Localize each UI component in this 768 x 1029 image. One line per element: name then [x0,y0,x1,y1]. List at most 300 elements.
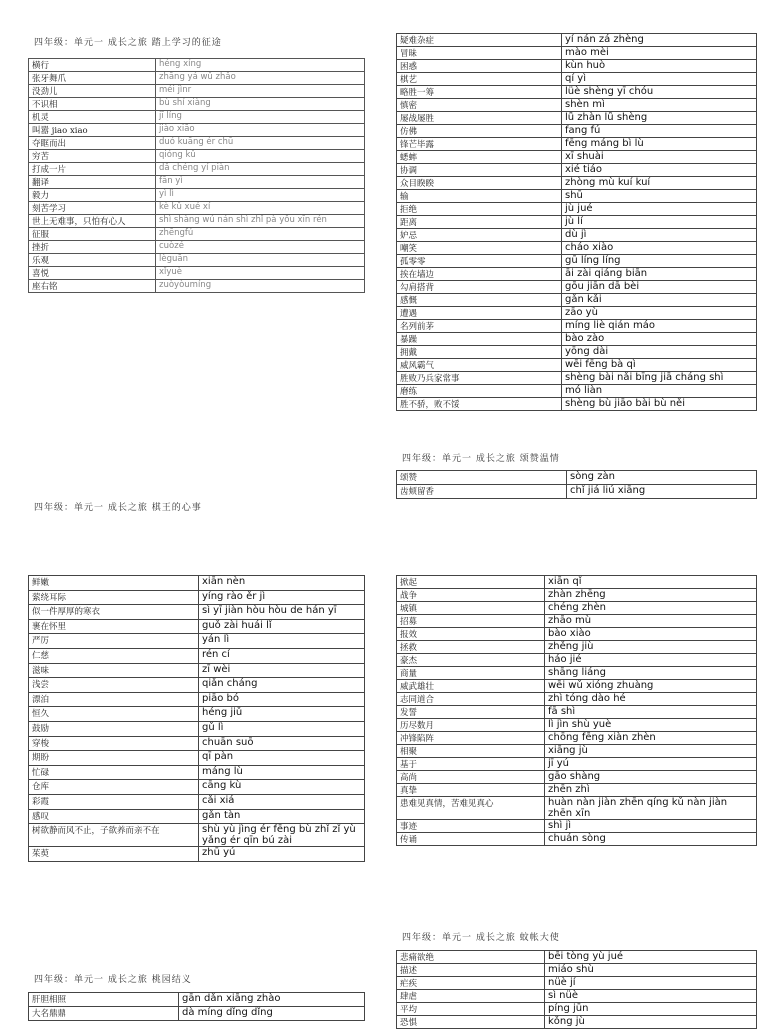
table-row [397,294,757,307]
vocab-pinyin: xī shuài [562,151,757,164]
vocab-word: 冲锋陷阵 [397,732,545,745]
table-row [397,60,757,73]
vocab-word: 大名鼎鼎 [29,1007,179,1021]
vocab-pinyin: fā shì [545,706,757,719]
table-row [397,654,757,667]
vocab-pinyin: bào xiào [545,628,757,641]
table-row [397,771,757,784]
table-row [397,112,757,125]
vocab-pinyin: gǔ lì [199,721,365,736]
vocab-word: 拥戴 [397,346,562,359]
vocab-word: 冒昧 [397,47,562,60]
vocab-pinyin: dǎ chéng yí piàn [156,163,365,176]
vocab-pinyin: duó kuāng ér chū [156,137,365,150]
vocab-pinyin: lǚ zhàn lǚ shèng [562,112,757,125]
table-row [29,72,365,85]
vocab-word: 描述 [397,964,545,977]
vocab-pinyin: zhēn zhì [545,784,757,797]
section-heading-praise-warmth: 四年级：单元一 成长之旅 颂赞温情 [402,454,560,464]
vocab-pinyin: yíng rào ěr jì [199,590,365,605]
vocab-word: 挨在墙边 [397,268,562,281]
vocab-word: 齿颊留香 [397,485,567,499]
section-heading-peach-garden: 四年级：单元一 成长之旅 桃园结义 [34,975,192,985]
table-row [29,707,365,722]
vocab-pinyin: jù jué [562,203,757,216]
vocab-pinyin: zhēngfú [156,228,365,241]
table-row [397,86,757,99]
vocab-pinyin: zhòng mù kuí kuí [562,177,757,190]
vocab-pinyin: kǒng jù [545,1016,757,1029]
section-heading-chess-king: 四年级：单元一 成长之旅 棋王的心事 [34,503,202,513]
vocab-word: 挫折 [29,241,156,254]
table-row [397,706,757,719]
vocab-word: 夺眶而出 [29,137,156,150]
table-row [397,164,757,177]
vocab-word: 不识相 [29,98,156,111]
vocab-word: 疟疾 [397,977,545,990]
vocab-pinyin: jiào xiāo [156,124,365,137]
table-row [397,990,757,1003]
vocab-word: 穷苦 [29,150,156,163]
table-row [397,203,757,216]
table-row [397,745,757,758]
vocab-word: 叫嚣 jiao xiao [29,124,156,137]
vocab-word: 勾肩搭背 [397,281,562,294]
vocab-pinyin: mào mèi [562,47,757,60]
vocab-word: 商量 [397,667,545,680]
vocab-word: 鼓励 [29,721,199,736]
vocab-word: 嘲笑 [397,242,562,255]
table-row [29,794,365,809]
vocab-pinyin: xié tiáo [562,164,757,177]
vocab-pinyin: zhāo mù [545,615,757,628]
table-row [397,951,757,964]
table-row [29,267,365,280]
vocab-word: 胜败乃兵家常事 [397,372,562,385]
table-row [29,648,365,663]
table-row [397,177,757,190]
vocab-word: 横行 [29,59,156,72]
table-row [29,1007,365,1021]
vocab-word: 胜不骄，败不馁 [397,398,562,411]
vocab-word: 威风霸气 [397,359,562,372]
vocab-pinyin: cǎi xiá [199,794,365,809]
vocab-pinyin: chǐ jiá liú xiāng [567,485,757,499]
vocab-word: 毅力 [29,189,156,202]
vocab-pinyin: huàn nàn jiàn zhēn qíng kǔ nàn jiàn zhēn xīn [545,797,757,820]
vocab-pinyin: shèn mì [562,99,757,112]
vocab-word: 机灵 [29,111,156,124]
vocab-word: 彩霞 [29,794,199,809]
table-row [397,732,757,745]
vocab-word: 困惑 [397,60,562,73]
vocab-pinyin: bēi tòng yù jué [545,951,757,964]
vocab-word: 发誓 [397,706,545,719]
vocab-table-peach-garden [28,992,365,1021]
vocab-word: 感慨 [397,294,562,307]
table-row [397,255,757,268]
vocab-word: 喜悦 [29,267,156,280]
vocab-pinyin: piāo bó [199,692,365,707]
vocab-word: 座右铭 [29,280,156,293]
table-row [397,216,757,229]
vocab-pinyin: píng jūn [545,1003,757,1016]
vocab-word: 期盼 [29,751,199,766]
table-row [397,589,757,602]
vocab-pinyin: shì jì [545,820,757,833]
table-row [397,1003,757,1016]
vocab-word: 棋艺 [397,73,562,86]
vocab-pinyin: kè kǔ xué xí [156,202,365,215]
vocab-pinyin: gū líng líng [562,255,757,268]
vocab-pinyin: mó liàn [562,385,757,398]
vocab-pinyin: sì nüè [545,990,757,1003]
vocab-pinyin: wēi fēng bà qì [562,359,757,372]
section-heading-learning-journey: 四年级：单元一 成长之旅 踏上学习的征途 [34,38,222,48]
vocab-word: 乐观 [29,254,156,267]
vocab-word: 锋芒毕露 [397,138,562,151]
table-row [397,34,757,47]
vocab-word: 拯救 [397,641,545,654]
vocab-pinyin: qióng kǔ [156,150,365,163]
vocab-pinyin: qí yì [562,73,757,86]
vocab-pinyin: háo jié [545,654,757,667]
table-row [397,359,757,372]
vocab-pinyin: míng liè qián máo [562,320,757,333]
table-row [397,151,757,164]
table-row [29,150,365,163]
vocab-word: 悲痛欲绝 [397,951,545,964]
vocab-pinyin: shù yù jìng ér fēng bù zhǐ zǐ yù yǎng ér qīn bú zài [199,824,365,847]
table-row [397,190,757,203]
table-row [397,797,757,820]
table-row [397,820,757,833]
table-row [29,163,365,176]
table-row [397,784,757,797]
vocab-pinyin: shū [562,190,757,203]
vocab-word: 张牙舞爪 [29,72,156,85]
vocab-table-chess-king [396,33,757,411]
vocab-pinyin: chōng fēng xiàn zhèn [545,732,757,745]
vocab-pinyin: cuòzé [156,241,365,254]
table-row [29,576,365,591]
vocab-word: 感叹 [29,809,199,824]
table-row [397,964,757,977]
table-row [397,471,757,485]
vocab-pinyin: gāo shàng [545,771,757,784]
vocab-word: 颂赞 [397,471,567,485]
vocab-pinyin: sì yī jiàn hòu hòu de hán yī [199,605,365,620]
vocab-word: 没劲儿 [29,85,156,98]
vocab-word: 屡战屡胜 [397,112,562,125]
table-row [29,809,365,824]
table-row [397,758,757,771]
vocab-pinyin: máng lù [199,765,365,780]
table-row [29,59,365,72]
vocab-word: 基于 [397,758,545,771]
vocab-pinyin: chuán sòng [545,833,757,846]
table-row [29,241,365,254]
table-row [397,229,757,242]
vocab-table-praise-warmth [396,470,757,499]
table-row [397,693,757,706]
table-row [29,605,365,620]
vocab-word: 招募 [397,615,545,628]
vocab-pinyin: gǎn tàn [199,809,365,824]
table-row [29,780,365,795]
table-row [397,833,757,846]
vocab-table-mid-left [28,575,365,862]
section-heading-mosquito-net: 四年级：单元一 成长之旅 蚊帐大使 [402,933,560,943]
table-row [29,765,365,780]
table-row [29,85,365,98]
table-row [397,138,757,151]
vocab-pinyin: chuān suō [199,736,365,751]
table-row [397,47,757,60]
table-row [397,281,757,294]
table-row [397,641,757,654]
table-row [29,228,365,241]
vocab-word: 世上无难事，只怕有心人 [29,215,156,228]
vocab-word: 裹在怀里 [29,619,199,634]
vocab-pinyin: qiǎn cháng [199,678,365,693]
table-row [397,307,757,320]
vocab-pinyin: shèng bài nǎi bīng jiā cháng shì [562,372,757,385]
table-row [397,977,757,990]
vocab-pinyin: shèng bù jiāo bài bù něi [562,398,757,411]
vocab-pinyin: dù jì [562,229,757,242]
vocab-word: 城镇 [397,602,545,615]
vocab-pinyin: fēng máng bì lù [562,138,757,151]
vocab-pinyin: shì shàng wú nán shì zhǐ pà yǒu xīn rén [156,215,365,228]
vocab-word: 征服 [29,228,156,241]
table-row [397,615,757,628]
vocab-table-mosquito-net [396,950,757,1029]
vocab-word: 仁慈 [29,648,199,663]
vocab-word: 掀起 [397,576,545,589]
vocab-word: 翻译 [29,176,156,189]
table-row [29,590,365,605]
table-row [29,847,365,862]
table-row [29,692,365,707]
vocab-word: 暴躁 [397,333,562,346]
vocab-word: 输 [397,190,562,203]
table-row [29,634,365,649]
table-row [397,398,757,411]
table-row [29,124,365,137]
vocab-pinyin: jù lí [562,216,757,229]
table-row [397,602,757,615]
table-row [397,680,757,693]
vocab-pinyin: yí nán zá zhèng [562,34,757,47]
vocab-word: 严厉 [29,634,199,649]
table-row [397,125,757,138]
vocab-word: 豪杰 [397,654,545,667]
vocab-pinyin: gǎn kǎi [562,294,757,307]
vocab-pinyin: zhàn zhēng [545,589,757,602]
vocab-pinyin: rén cí [199,648,365,663]
vocab-word: 恐惧 [397,1016,545,1029]
table-row [29,137,365,150]
table-row [397,1016,757,1029]
vocab-pinyin: cháo xiào [562,242,757,255]
table-row [397,372,757,385]
vocab-pinyin: zhì tóng dào hé [545,693,757,706]
vocab-pinyin: lüè shèng yī chóu [562,86,757,99]
vocab-pinyin: zāo yù [562,307,757,320]
vocab-word: 高尚 [397,771,545,784]
vocab-pinyin: héng jiǔ [199,707,365,722]
table-row [397,320,757,333]
vocab-word: 萦绕耳际 [29,590,199,605]
vocab-word: 仓库 [29,780,199,795]
vocab-pinyin: xiān qǐ [545,576,757,589]
vocab-pinyin: chéng zhèn [545,602,757,615]
vocab-word: 鲜嫩 [29,576,199,591]
vocab-word: 事迹 [397,820,545,833]
vocab-pinyin: guǒ zài huái lǐ [199,619,365,634]
vocab-word: 漂泊 [29,692,199,707]
vocab-word: 蟋蟀 [397,151,562,164]
vocab-word: 肆虐 [397,990,545,1003]
vocab-pinyin: xiān nèn [199,576,365,591]
vocab-word: 志同道合 [397,693,545,706]
vocab-pinyin: héng xíng [156,59,365,72]
vocab-pinyin: bù shí xiàng [156,98,365,111]
table-row [29,189,365,202]
vocab-word: 茱萸 [29,847,199,862]
table-row [29,176,365,189]
table-row [29,619,365,634]
vocab-word: 忙碌 [29,765,199,780]
vocab-pinyin: xiāng jù [545,745,757,758]
table-row [397,576,757,589]
vocab-pinyin: zhū yú [199,847,365,862]
vocab-pinyin: zhāng yá wǔ zhǎo [156,72,365,85]
table-row [29,98,365,111]
vocab-table-learning-journey [28,58,365,293]
vocab-word: 遭遇 [397,307,562,320]
table-row [397,242,757,255]
vocab-word: 真挚 [397,784,545,797]
vocab-pinyin: qī pàn [199,751,365,766]
table-row [397,628,757,641]
vocab-pinyin: lì jìn shù yuè [545,719,757,732]
vocab-word: 打成一片 [29,163,156,176]
vocab-pinyin: méi jìnr [156,85,365,98]
vocab-pinyin: yì lì [156,189,365,202]
table-row [29,663,365,678]
vocab-pinyin: xǐyuè [156,267,365,280]
vocab-pinyin: bào zào [562,333,757,346]
vocab-table-mid-right [396,575,757,846]
vocab-word: 战争 [397,589,545,602]
table-row [29,824,365,847]
table-row [397,268,757,281]
table-row [29,736,365,751]
vocab-pinyin: shāng liáng [545,667,757,680]
vocab-word: 传诵 [397,833,545,846]
table-row [397,333,757,346]
vocab-pinyin: sòng zàn [567,471,757,485]
vocab-word: 穿梭 [29,736,199,751]
vocab-word: 协调 [397,164,562,177]
vocab-pinyin: jī yú [545,758,757,771]
vocab-word: 疑难杂症 [397,34,562,47]
vocab-word: 相聚 [397,745,545,758]
vocab-word: 孤零零 [397,255,562,268]
vocab-word: 略胜一筹 [397,86,562,99]
vocab-word: 拒绝 [397,203,562,216]
table-row [397,385,757,398]
vocab-pinyin: wēi wǔ xióng zhuàng [545,680,757,693]
vocab-pinyin: nüè jí [545,977,757,990]
vocab-word: 仿佛 [397,125,562,138]
vocab-pinyin: miáo shù [545,964,757,977]
vocab-word: 威武雄壮 [397,680,545,693]
table-row [29,254,365,267]
table-row [29,721,365,736]
vocab-pinyin: yán lì [199,634,365,649]
vocab-word: 树欲静而风不止，子欲养而亲不在 [29,824,199,847]
vocab-pinyin: zuòyòumíng [156,280,365,293]
vocab-word: 平均 [397,1003,545,1016]
vocab-pinyin: gān dǎn xiāng zhào [179,993,365,1007]
table-row [397,99,757,112]
vocab-word: 似一件厚厚的寒衣 [29,605,199,620]
vocab-word: 历尽数月 [397,719,545,732]
vocab-word: 报效 [397,628,545,641]
vocab-pinyin: fang fú [562,125,757,138]
vocab-pinyin: āi zài qiáng biān [562,268,757,281]
vocab-word: 妒忌 [397,229,562,242]
vocab-pinyin: lèguān [156,254,365,267]
table-row [397,73,757,86]
vocab-word: 名列前茅 [397,320,562,333]
table-row [29,678,365,693]
vocab-pinyin: dà míng dǐng dǐng [179,1007,365,1021]
table-row [29,280,365,293]
vocab-pinyin: zhěng jiù [545,641,757,654]
table-row [397,719,757,732]
vocab-word: 肝胆相照 [29,993,179,1007]
table-row [29,111,365,124]
vocab-word: 慎密 [397,99,562,112]
vocab-pinyin: jī líng [156,111,365,124]
vocab-pinyin: fān yì [156,176,365,189]
vocab-word: 浅尝 [29,678,199,693]
vocab-word: 滋味 [29,663,199,678]
vocab-pinyin: cāng kù [199,780,365,795]
table-row [397,346,757,359]
table-row [397,485,757,499]
vocab-pinyin: yōng dài [562,346,757,359]
table-row [29,751,365,766]
table-row [29,215,365,228]
table-row [29,993,365,1007]
vocab-word: 距离 [397,216,562,229]
vocab-word: 众目睽睽 [397,177,562,190]
vocab-pinyin: kùn huò [562,60,757,73]
vocab-word: 恒久 [29,707,199,722]
vocab-word: 刻苦学习 [29,202,156,215]
table-row [29,202,365,215]
table-row [397,667,757,680]
vocab-pinyin: zī wèi [199,663,365,678]
vocab-word: 患难见真情，苦难见真心 [397,797,545,820]
vocab-word: 磨练 [397,385,562,398]
vocab-pinyin: gōu jiān dā bèi [562,281,757,294]
